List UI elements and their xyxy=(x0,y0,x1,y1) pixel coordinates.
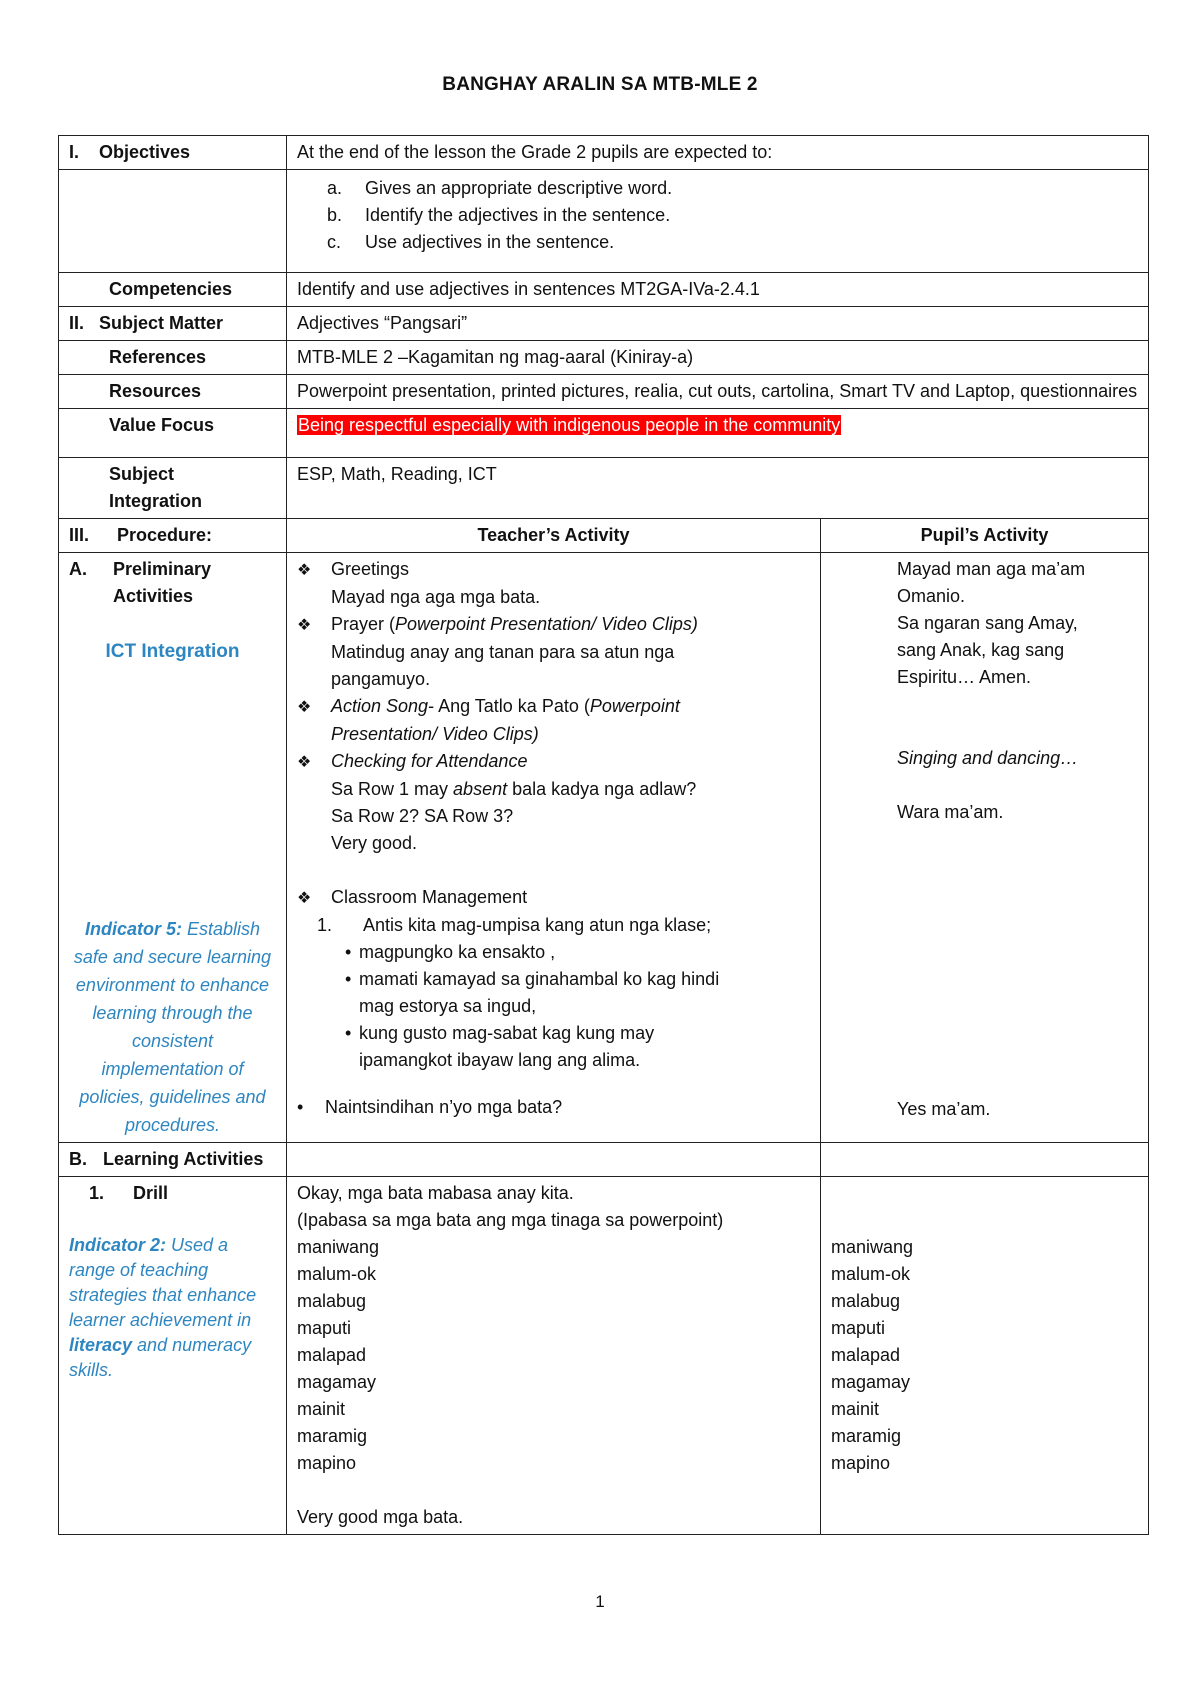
drill-closing: Very good mga bata. xyxy=(297,1507,464,1527)
subject-matter-label: Subject Matter xyxy=(99,313,224,333)
drill-teacher-line-1: Okay, mga bata mabasa anay kita. xyxy=(297,1183,574,1203)
value-focus-highlighted-text: Being respectful especially with indigenous people in the community xyxy=(298,415,841,435)
list-item: mainit xyxy=(831,1399,880,1419)
classroom-management-step: 1. Antis kita mag-umpisa kang atun nga klase; xyxy=(317,915,712,935)
preliminary-pupil-cell xyxy=(821,553,1149,1143)
preliminary-label-1: Preliminary xyxy=(113,559,212,579)
list-item: malum-ok xyxy=(297,1264,377,1284)
drill-row xyxy=(59,1177,1149,1535)
preliminary-teacher-cell xyxy=(287,553,821,1143)
procedure-roman: III. xyxy=(69,525,90,545)
list-item: maputi xyxy=(297,1318,352,1338)
indicator-5-text: Establish safe and secure learning environment to enhance learning through the consistent implementation of policies, guidelines and procedures. xyxy=(73,919,272,1135)
list-item: mainit xyxy=(297,1399,346,1419)
subject-integration-value: ESP, Math, Reading, ICT xyxy=(287,458,1149,519)
competencies-value: Identify and use adjectives in sentences MT2GA-IVa-2.4.1 xyxy=(287,273,1149,307)
objective-item: c. Use adjectives in the sentence. xyxy=(327,232,615,252)
action-song-title: - Ang Tatlo ka Pato ( xyxy=(428,696,590,716)
subject-integration-label-cell xyxy=(59,458,287,519)
competencies-label: Competencies xyxy=(109,279,233,299)
understand-question: • Naintsindihan n’yo mga bata? xyxy=(297,1097,563,1117)
learning-activities-label-cell xyxy=(59,1143,287,1177)
preliminary-letter: A. xyxy=(69,559,87,579)
pupil-activity-header: Pupil’s Activity xyxy=(821,519,1149,553)
list-item: mapino xyxy=(831,1453,891,1473)
subject-matter-roman: II. xyxy=(69,313,85,333)
list-item: maniwang xyxy=(831,1237,914,1257)
competencies-label-cell xyxy=(59,273,287,307)
objective-item: a. Gives an appropriate descriptive word. xyxy=(327,178,673,198)
pupil-prayer-2: sang Anak, kag sang xyxy=(897,640,1065,660)
indicator-2-note: Indicator 2: Used a range of teaching strategies that enhance learner achievement in literacy and numeracy skills. xyxy=(69,1235,257,1380)
list-item: malabug xyxy=(831,1291,901,1311)
indicator-5-label: Indicator 5: xyxy=(84,919,182,939)
action-song-media: Powerpoint xyxy=(589,696,680,716)
objectives-label: Objectives xyxy=(99,142,191,162)
greetings-line: Mayad nga aga mga bata. xyxy=(331,587,541,607)
subject-matter-row xyxy=(59,307,1149,341)
value-focus-label-cell xyxy=(59,409,287,458)
diamond-bullet-icon: ❖ xyxy=(297,699,312,716)
learning-activities-row xyxy=(59,1143,1149,1177)
drill-label: Drill xyxy=(133,1183,169,1203)
list-item: magamay xyxy=(831,1372,911,1392)
attendance-label: Checking for Attendance xyxy=(331,751,528,771)
document-title: BANGHAY ARALIN SA MTB-MLE 2 xyxy=(442,74,758,95)
value-focus-cell xyxy=(287,409,1149,458)
prayer-media: Powerpoint Presentation/ Video Clips) xyxy=(395,614,698,634)
pupil-greet-1: Mayad man aga ma’am xyxy=(897,559,1086,579)
subject-integration-label-2: Integration xyxy=(109,491,202,511)
resources-label-cell xyxy=(59,375,287,409)
objectives-intro: At the end of the lesson the Grade 2 pupils are expected to: xyxy=(287,136,1149,170)
value-focus-row xyxy=(59,409,1149,458)
pupil-greet-2: Omanio. xyxy=(897,586,966,606)
diamond-bullet-icon: ❖ xyxy=(297,562,312,579)
list-item: • mamati kamayad sa ginahambal ko kag hindi xyxy=(345,969,720,989)
subject-integration-label-1: Subject xyxy=(109,464,175,484)
attendance-line-3: Very good. xyxy=(331,833,418,853)
pupil-attendance: Wara ma’am. xyxy=(897,802,1004,822)
preliminary-label-cell xyxy=(59,553,287,1143)
list-item-continuation: ipamangkot ibayaw lang ang alima. xyxy=(359,1050,641,1070)
preliminary-label-2: Activities xyxy=(113,586,194,606)
attendance-line-2: Sa Row 2? SA Row 3? xyxy=(331,806,514,826)
action-song-media-2: Presentation/ Video Clips) xyxy=(331,724,539,744)
value-focus-label: Value Focus xyxy=(109,415,215,435)
empty-cell xyxy=(821,1143,1149,1177)
prayer-line-2: pangamuyo. xyxy=(331,669,431,689)
diamond-bullet-icon: ❖ xyxy=(297,754,312,771)
drill-teacher-line-2: (Ipabasa sa mga bata ang mga tinaga sa powerpoint) xyxy=(297,1210,724,1230)
greetings-label: Greetings xyxy=(331,559,410,579)
list-item: maramig xyxy=(297,1426,368,1446)
attendance-line-1: Sa Row 1 may absent bala kadya nga adlaw? xyxy=(331,779,697,799)
objectives-row xyxy=(59,136,1149,170)
objectives-list-row xyxy=(59,170,1149,273)
list-item: malapad xyxy=(831,1345,901,1365)
pupil-yes: Yes ma’am. xyxy=(897,1099,991,1119)
action-song-label: Action Song xyxy=(331,696,429,716)
resources-value: Powerpoint presentation, printed pictures, realia, cut outs, cartolina, Smart TV and Laptop, questionnaires xyxy=(287,375,1149,409)
list-item: maputi xyxy=(831,1318,886,1338)
drill-teacher-cell xyxy=(287,1177,821,1535)
prayer-label: Prayer ( xyxy=(331,614,396,634)
drill-label-cell xyxy=(59,1177,287,1535)
list-item: maramig xyxy=(831,1426,902,1446)
procedure-label: Procedure: xyxy=(117,525,213,545)
learning-letter: B. xyxy=(69,1149,87,1169)
empty-cell xyxy=(59,170,287,273)
resources-label: Resources xyxy=(109,381,202,401)
drill-pupil-cell xyxy=(821,1177,1149,1535)
subject-matter-value: Adjectives “Pangsari” xyxy=(287,307,1149,341)
list-item: magamay xyxy=(297,1372,377,1392)
pupil-prayer-3: Espiritu… Amen. xyxy=(897,667,1032,687)
teacher-activity-header: Teacher’s Activity xyxy=(287,519,821,553)
objectives-label-cell xyxy=(59,136,287,170)
subject-integration-row xyxy=(59,458,1149,519)
references-value: MTB-MLE 2 –Kagamitan ng mag-aaral (Kiniray-a) xyxy=(287,341,1149,375)
objectives-list-cell xyxy=(287,170,1149,273)
competencies-row xyxy=(59,273,1149,307)
diamond-bullet-icon: ❖ xyxy=(297,617,312,634)
pupil-prayer-1: Sa ngaran sang Amay, xyxy=(897,613,1078,633)
ict-integration-note: ICT Integration xyxy=(105,641,240,662)
learning-activities-label: Learning Activities xyxy=(103,1149,264,1169)
procedure-label-cell xyxy=(59,519,287,553)
diamond-bullet-icon: ❖ xyxy=(297,890,312,907)
list-item: malabug xyxy=(297,1291,367,1311)
resources-row xyxy=(59,375,1149,409)
objectives-roman: I. xyxy=(69,142,80,162)
objective-item: b. Identify the adjectives in the sentence. xyxy=(327,205,671,225)
list-item: maniwang xyxy=(297,1237,380,1257)
references-row xyxy=(59,341,1149,375)
page-number: 1 xyxy=(595,1592,605,1611)
subject-matter-label-cell xyxy=(59,307,287,341)
list-item-continuation: mag estorya sa ingud, xyxy=(359,996,537,1016)
list-item: • magpungko ka ensakto , xyxy=(345,942,556,962)
pupil-song: Singing and dancing… xyxy=(897,748,1079,768)
preliminary-row xyxy=(59,553,1149,1143)
list-item: malum-ok xyxy=(831,1264,911,1284)
list-item: • kung gusto mag-sabat kag kung may xyxy=(345,1023,655,1043)
references-label: References xyxy=(109,347,207,367)
classroom-management-label: Classroom Management xyxy=(331,887,528,907)
list-item: malapad xyxy=(297,1345,367,1365)
indicator-5-note xyxy=(69,915,276,1139)
procedure-header-row xyxy=(59,519,1149,553)
references-label-cell xyxy=(59,341,287,375)
lesson-plan-table xyxy=(58,135,1149,1535)
prayer-line-1: Matindug anay ang tanan para sa atun nga xyxy=(331,642,675,662)
list-item: mapino xyxy=(297,1453,357,1473)
empty-cell xyxy=(287,1143,821,1177)
drill-num: 1. xyxy=(89,1183,105,1203)
